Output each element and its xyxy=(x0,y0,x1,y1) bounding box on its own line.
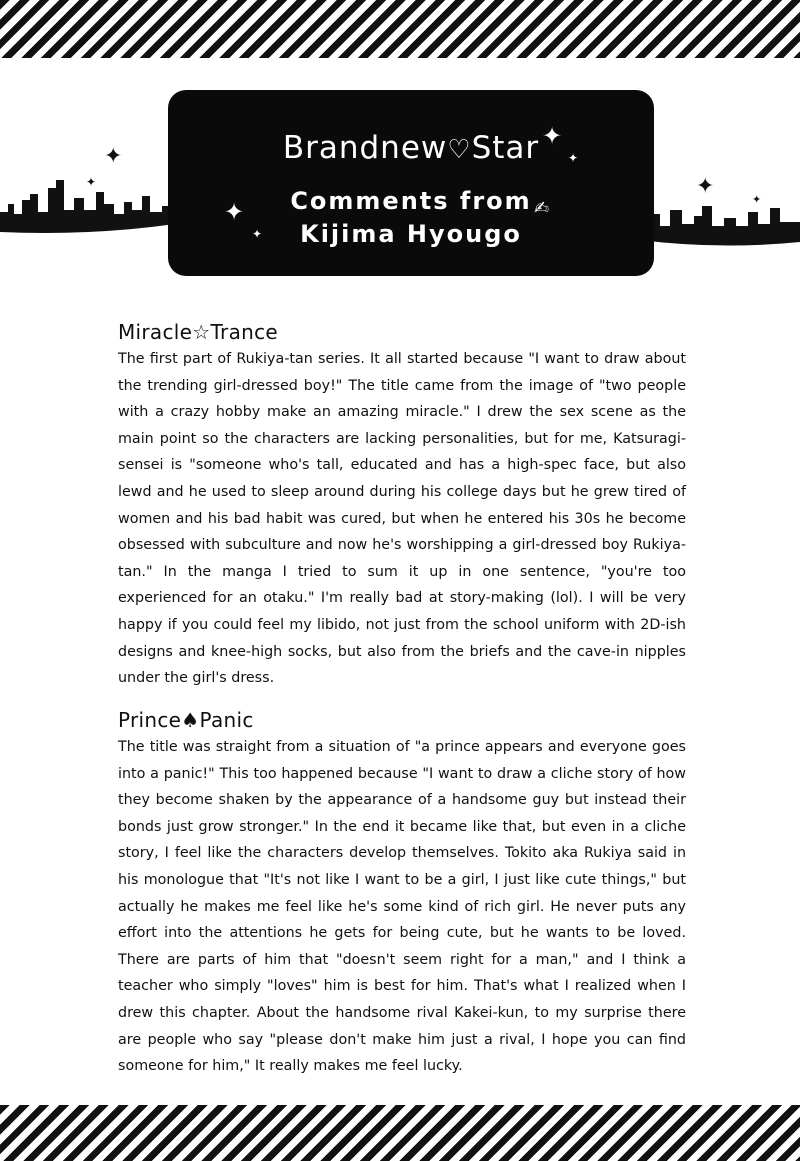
section-prince-panic xyxy=(118,708,686,1080)
top-stripe-border xyxy=(0,0,800,58)
sparkle-icon: ✦ xyxy=(224,198,245,226)
section-body: The first part of Rukiya-tan series. It all started because "I want to draw about the trending girl-dressed boy!" The title came from the image of "two people with a crazy hobby make an amazing miracle." I drew the sex scene as the main point so the characters are lacking personalities, but for me, Katsuragi-sensei is "someone who's tall, educated and has a high-spec face, but also lewd and he used to sleep around during his college days but he grew tired of women and his bad habit was cured, but when he entered his 30s he become obsessed with subculture and now he's worshipping a girl-dressed boy Rukiya-tan." In the manga I tried to sum it up in one sentence, "you're too experienced for an otaku." I'm really bad at story-making (lol). I will be very happy if you could feel my libido, not just from the school uniform with 2D-ish designs and knee-high socks, but also from the briefs and the cave-in nipples under the girl's dress. xyxy=(118,351,686,687)
title-left: Brandnew xyxy=(282,130,448,166)
title-banner xyxy=(168,90,654,276)
sparkle-icon: ✦ xyxy=(542,122,563,150)
page-title xyxy=(168,130,654,166)
city-skyline-left xyxy=(0,140,175,240)
hand-wave-icon: ✍ xyxy=(534,198,550,219)
subtitle-line-2: Kijima Hyougo xyxy=(300,220,522,248)
section-body: The title was straight from a situation of "a prince appears and everyone goes into a panic!" This too happened because "I want to draw a cliche story of how they become shaken by the appearance of a handsome guy but instead their bonds just grow stronger." In the end it became like that, but even in a cliche story, I feel like the characters develop themselves. Tokito aka Rukiya said in his monologue that "It's not like I want to be a girl, I just like cute things," but actually he makes me feel like he's some kind of rich girl. He never puts any effort into the attentions he gets for being cute, but he wants to be loved. There are parts of him that "doesn't seem right for a man," and I think a teacher who simply "loves" him is best for him. That's what I realized when I drew this chapter. About the handsome rival Kakei-kun, to my surprise there are people who say "please don't make him just a rival, I hope you can find someone for him," It really makes me feel lucky. xyxy=(118,739,686,1075)
section-miracle-trance xyxy=(118,320,686,692)
section-heading: Prince♠Panic xyxy=(118,708,254,732)
sparkle-icon: ✦ xyxy=(252,227,263,241)
sparkle-icon: ✦ xyxy=(568,151,579,165)
sparkle-icon: ✦ xyxy=(104,144,123,169)
sparkle-icon: ✦ xyxy=(752,193,762,206)
subtitle-line-1: Comments from xyxy=(290,187,532,215)
sparkle-icon: ✦ xyxy=(86,175,97,189)
sparkle-icon: ✦ xyxy=(696,174,715,199)
section-heading: Miracle☆Trance xyxy=(118,320,279,344)
heart-icon: ♡ xyxy=(447,135,472,165)
city-skyline-right xyxy=(640,170,800,250)
bottom-stripe-border xyxy=(0,1105,800,1161)
title-right: Star xyxy=(471,130,540,166)
